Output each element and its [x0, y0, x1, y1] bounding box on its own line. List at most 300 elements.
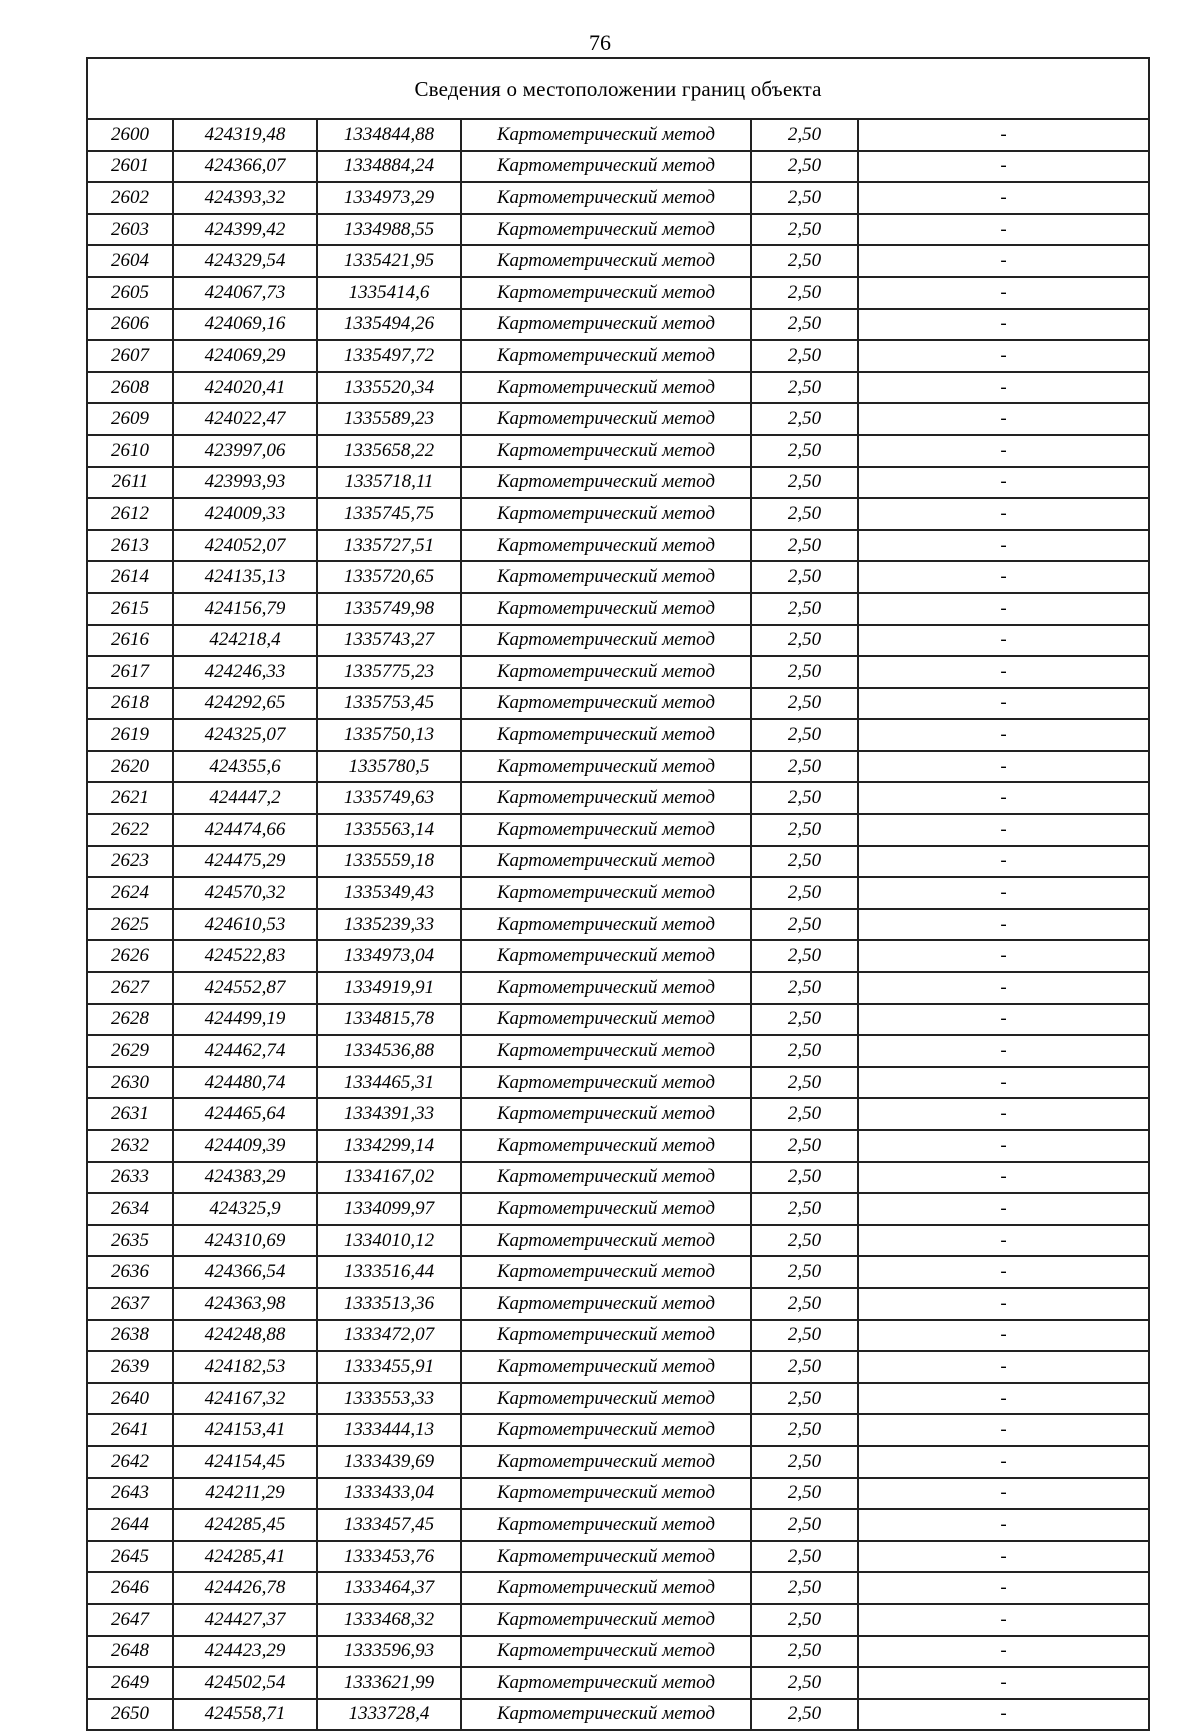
method-cell: Картометрический метод — [461, 1636, 751, 1668]
point-number-cell: 2604 — [87, 245, 173, 277]
y-coordinate-cell: 1333453,76 — [317, 1541, 461, 1573]
accuracy-cell: 2,50 — [751, 656, 858, 688]
method-cell: Картометрический метод — [461, 593, 751, 625]
y-coordinate-cell: 1333464,37 — [317, 1572, 461, 1604]
description-cell: - — [858, 309, 1149, 341]
description-cell: - — [858, 1636, 1149, 1668]
x-coordinate-cell: 423997,06 — [173, 435, 317, 467]
method-cell: Картометрический метод — [461, 1446, 751, 1478]
point-number-cell: 2610 — [87, 435, 173, 467]
accuracy-cell: 2,50 — [751, 688, 858, 720]
method-cell: Картометрический метод — [461, 277, 751, 309]
table-body — [87, 119, 1149, 1730]
description-cell: - — [858, 214, 1149, 246]
table-row — [87, 467, 1149, 499]
point-number-cell: 2641 — [87, 1414, 173, 1446]
x-coordinate-cell: 424156,79 — [173, 593, 317, 625]
accuracy-cell: 2,50 — [751, 151, 858, 183]
table-title-row — [87, 58, 1149, 119]
x-coordinate-cell: 424558,71 — [173, 1699, 317, 1731]
y-coordinate-cell: 1335743,27 — [317, 625, 461, 657]
point-number-cell: 2619 — [87, 719, 173, 751]
accuracy-cell: 2,50 — [751, 1098, 858, 1130]
method-cell: Картометрический метод — [461, 530, 751, 562]
method-cell: Картометрический метод — [461, 877, 751, 909]
point-number-cell: 2603 — [87, 214, 173, 246]
point-number-cell: 2647 — [87, 1604, 173, 1636]
y-coordinate-cell: 1335497,72 — [317, 340, 461, 372]
y-coordinate-cell: 1333439,69 — [317, 1446, 461, 1478]
description-cell: - — [858, 182, 1149, 214]
description-cell: - — [858, 1162, 1149, 1194]
x-coordinate-cell: 424383,29 — [173, 1162, 317, 1194]
description-cell: - — [858, 656, 1149, 688]
table-row — [87, 498, 1149, 530]
description-cell: - — [858, 1351, 1149, 1383]
description-cell: - — [858, 782, 1149, 814]
x-coordinate-cell: 424465,64 — [173, 1098, 317, 1130]
accuracy-cell: 2,50 — [751, 182, 858, 214]
x-coordinate-cell: 424052,07 — [173, 530, 317, 562]
accuracy-cell: 2,50 — [751, 309, 858, 341]
x-coordinate-cell: 424325,9 — [173, 1193, 317, 1225]
table-row — [87, 1509, 1149, 1541]
description-cell: - — [858, 1604, 1149, 1636]
table-row — [87, 1225, 1149, 1257]
y-coordinate-cell: 1335421,95 — [317, 245, 461, 277]
point-number-cell: 2615 — [87, 593, 173, 625]
y-coordinate-cell: 1333433,04 — [317, 1478, 461, 1510]
description-cell: - — [858, 372, 1149, 404]
boundary-coordinates-table — [86, 57, 1150, 1731]
y-coordinate-cell: 1334815,78 — [317, 1004, 461, 1036]
point-number-cell: 2613 — [87, 530, 173, 562]
point-number-cell: 2621 — [87, 782, 173, 814]
table-row — [87, 1667, 1149, 1699]
point-number-cell: 2639 — [87, 1351, 173, 1383]
method-cell: Картометрический метод — [461, 719, 751, 751]
description-cell: - — [858, 846, 1149, 878]
x-coordinate-cell: 424522,83 — [173, 940, 317, 972]
description-cell: - — [858, 751, 1149, 783]
accuracy-cell: 2,50 — [751, 1509, 858, 1541]
y-coordinate-cell: 1335745,75 — [317, 498, 461, 530]
description-cell: - — [858, 435, 1149, 467]
table-row — [87, 1478, 1149, 1510]
x-coordinate-cell: 424427,37 — [173, 1604, 317, 1636]
method-cell: Картометрический метод — [461, 1699, 751, 1731]
point-number-cell: 2623 — [87, 846, 173, 878]
table-row — [87, 1004, 1149, 1036]
accuracy-cell: 2,50 — [751, 1478, 858, 1510]
accuracy-cell: 2,50 — [751, 1130, 858, 1162]
point-number-cell: 2624 — [87, 877, 173, 909]
y-coordinate-cell: 1333621,99 — [317, 1667, 461, 1699]
accuracy-cell: 2,50 — [751, 1414, 858, 1446]
y-coordinate-cell: 1333468,32 — [317, 1604, 461, 1636]
description-cell: - — [858, 1383, 1149, 1415]
y-coordinate-cell: 1335658,22 — [317, 435, 461, 467]
x-coordinate-cell: 424248,88 — [173, 1320, 317, 1352]
x-coordinate-cell: 424462,74 — [173, 1035, 317, 1067]
table-row — [87, 1604, 1149, 1636]
x-coordinate-cell: 424399,42 — [173, 214, 317, 246]
x-coordinate-cell: 424502,54 — [173, 1667, 317, 1699]
accuracy-cell: 2,50 — [751, 1446, 858, 1478]
accuracy-cell: 2,50 — [751, 372, 858, 404]
point-number-cell: 2626 — [87, 940, 173, 972]
method-cell: Картометрический метод — [461, 403, 751, 435]
point-number-cell: 2608 — [87, 372, 173, 404]
accuracy-cell: 2,50 — [751, 846, 858, 878]
method-cell: Картометрический метод — [461, 782, 751, 814]
accuracy-cell: 2,50 — [751, 1541, 858, 1573]
table-row — [87, 1067, 1149, 1099]
point-number-cell: 2614 — [87, 561, 173, 593]
accuracy-cell: 2,50 — [751, 1035, 858, 1067]
accuracy-cell: 2,50 — [751, 625, 858, 657]
y-coordinate-cell: 1335753,45 — [317, 688, 461, 720]
accuracy-cell: 2,50 — [751, 403, 858, 435]
point-number-cell: 2620 — [87, 751, 173, 783]
accuracy-cell: 2,50 — [751, 814, 858, 846]
x-coordinate-cell: 424447,2 — [173, 782, 317, 814]
point-number-cell: 2616 — [87, 625, 173, 657]
boundary-table-container — [86, 57, 1148, 1731]
description-cell: - — [858, 719, 1149, 751]
x-coordinate-cell: 424423,29 — [173, 1636, 317, 1668]
method-cell: Картометрический метод — [461, 1256, 751, 1288]
accuracy-cell: 2,50 — [751, 1067, 858, 1099]
table-row — [87, 151, 1149, 183]
accuracy-cell: 2,50 — [751, 467, 858, 499]
accuracy-cell: 2,50 — [751, 1256, 858, 1288]
method-cell: Картометрический метод — [461, 940, 751, 972]
table-row — [87, 877, 1149, 909]
method-cell: Картометрический метод — [461, 309, 751, 341]
x-coordinate-cell: 424167,32 — [173, 1383, 317, 1415]
table-row — [87, 1162, 1149, 1194]
y-coordinate-cell: 1333513,36 — [317, 1288, 461, 1320]
y-coordinate-cell: 1333455,91 — [317, 1351, 461, 1383]
accuracy-cell: 2,50 — [751, 593, 858, 625]
x-coordinate-cell: 424285,45 — [173, 1509, 317, 1541]
point-number-cell: 2633 — [87, 1162, 173, 1194]
accuracy-cell: 2,50 — [751, 751, 858, 783]
method-cell: Картометрический метод — [461, 182, 751, 214]
x-coordinate-cell: 424409,39 — [173, 1130, 317, 1162]
y-coordinate-cell: 1335727,51 — [317, 530, 461, 562]
description-cell: - — [858, 1478, 1149, 1510]
description-cell: - — [858, 593, 1149, 625]
method-cell: Картометрический метод — [461, 1130, 751, 1162]
description-cell: - — [858, 877, 1149, 909]
description-cell: - — [858, 1509, 1149, 1541]
x-coordinate-cell: 424366,54 — [173, 1256, 317, 1288]
y-coordinate-cell: 1334919,91 — [317, 972, 461, 1004]
description-cell: - — [858, 1414, 1149, 1446]
point-number-cell: 2634 — [87, 1193, 173, 1225]
point-number-cell: 2632 — [87, 1130, 173, 1162]
method-cell: Картометрический метод — [461, 1604, 751, 1636]
point-number-cell: 2618 — [87, 688, 173, 720]
point-number-cell: 2640 — [87, 1383, 173, 1415]
x-coordinate-cell: 424182,53 — [173, 1351, 317, 1383]
x-coordinate-cell: 424366,07 — [173, 151, 317, 183]
y-coordinate-cell: 1333516,44 — [317, 1256, 461, 1288]
accuracy-cell: 2,50 — [751, 972, 858, 1004]
accuracy-cell: 2,50 — [751, 1320, 858, 1352]
point-number-cell: 2648 — [87, 1636, 173, 1668]
description-cell: - — [858, 1067, 1149, 1099]
y-coordinate-cell: 1335750,13 — [317, 719, 461, 751]
description-cell: - — [858, 119, 1149, 151]
table-row — [87, 1130, 1149, 1162]
y-coordinate-cell: 1335239,33 — [317, 909, 461, 941]
table-row — [87, 530, 1149, 562]
description-cell: - — [858, 1541, 1149, 1573]
table-row — [87, 1572, 1149, 1604]
table-row — [87, 1541, 1149, 1573]
x-coordinate-cell: 424069,16 — [173, 309, 317, 341]
point-number-cell: 2622 — [87, 814, 173, 846]
table-row — [87, 1699, 1149, 1731]
table-row — [87, 940, 1149, 972]
method-cell: Картометрический метод — [461, 340, 751, 372]
table-row — [87, 814, 1149, 846]
point-number-cell: 2617 — [87, 656, 173, 688]
accuracy-cell: 2,50 — [751, 1667, 858, 1699]
description-cell: - — [858, 530, 1149, 562]
y-coordinate-cell: 1333596,93 — [317, 1636, 461, 1668]
x-coordinate-cell: 424067,73 — [173, 277, 317, 309]
point-number-cell: 2638 — [87, 1320, 173, 1352]
table-row — [87, 593, 1149, 625]
point-number-cell: 2606 — [87, 309, 173, 341]
y-coordinate-cell: 1334973,29 — [317, 182, 461, 214]
y-coordinate-cell: 1334167,02 — [317, 1162, 461, 1194]
table-title: Сведения о местоположении границ объекта — [87, 58, 1149, 119]
method-cell: Картометрический метод — [461, 1004, 751, 1036]
accuracy-cell: 2,50 — [751, 1193, 858, 1225]
accuracy-cell: 2,50 — [751, 1351, 858, 1383]
method-cell: Картометрический метод — [461, 1541, 751, 1573]
description-cell: - — [858, 151, 1149, 183]
description-cell: - — [858, 1004, 1149, 1036]
x-coordinate-cell: 424480,74 — [173, 1067, 317, 1099]
point-number-cell: 2631 — [87, 1098, 173, 1130]
y-coordinate-cell: 1334465,31 — [317, 1067, 461, 1099]
x-coordinate-cell: 424154,45 — [173, 1446, 317, 1478]
y-coordinate-cell: 1334099,97 — [317, 1193, 461, 1225]
x-coordinate-cell: 424069,29 — [173, 340, 317, 372]
method-cell: Картометрический метод — [461, 814, 751, 846]
accuracy-cell: 2,50 — [751, 1604, 858, 1636]
accuracy-cell: 2,50 — [751, 530, 858, 562]
accuracy-cell: 2,50 — [751, 1004, 858, 1036]
description-cell: - — [858, 940, 1149, 972]
table-row — [87, 1098, 1149, 1130]
point-number-cell: 2625 — [87, 909, 173, 941]
method-cell: Картометрический метод — [461, 846, 751, 878]
description-cell: - — [858, 340, 1149, 372]
description-cell: - — [858, 1193, 1149, 1225]
table-row — [87, 277, 1149, 309]
method-cell: Картометрический метод — [461, 1509, 751, 1541]
y-coordinate-cell: 1333472,07 — [317, 1320, 461, 1352]
x-coordinate-cell: 424135,13 — [173, 561, 317, 593]
table-row — [87, 372, 1149, 404]
y-coordinate-cell: 1334299,14 — [317, 1130, 461, 1162]
point-number-cell: 2611 — [87, 467, 173, 499]
accuracy-cell: 2,50 — [751, 1383, 858, 1415]
table-row — [87, 1288, 1149, 1320]
table-row — [87, 909, 1149, 941]
method-cell: Картометрический метод — [461, 467, 751, 499]
y-coordinate-cell: 1335563,14 — [317, 814, 461, 846]
table-row — [87, 1636, 1149, 1668]
table-row — [87, 782, 1149, 814]
y-coordinate-cell: 1335718,11 — [317, 467, 461, 499]
table-row — [87, 1193, 1149, 1225]
y-coordinate-cell: 1335780,5 — [317, 751, 461, 783]
accuracy-cell: 2,50 — [751, 277, 858, 309]
x-coordinate-cell: 424393,32 — [173, 182, 317, 214]
accuracy-cell: 2,50 — [751, 1572, 858, 1604]
x-coordinate-cell: 424499,19 — [173, 1004, 317, 1036]
table-row — [87, 656, 1149, 688]
method-cell: Картометрический метод — [461, 1478, 751, 1510]
y-coordinate-cell: 1333444,13 — [317, 1414, 461, 1446]
description-cell: - — [858, 277, 1149, 309]
y-coordinate-cell: 1334988,55 — [317, 214, 461, 246]
method-cell: Картометрический метод — [461, 1572, 751, 1604]
y-coordinate-cell: 1334391,33 — [317, 1098, 461, 1130]
table-row — [87, 846, 1149, 878]
method-cell: Картометрический метод — [461, 1067, 751, 1099]
page-number: 76 — [589, 30, 611, 55]
method-cell: Картометрический метод — [461, 1162, 751, 1194]
point-number-cell: 2612 — [87, 498, 173, 530]
y-coordinate-cell: 1335775,23 — [317, 656, 461, 688]
description-cell: - — [858, 498, 1149, 530]
accuracy-cell: 2,50 — [751, 909, 858, 941]
accuracy-cell: 2,50 — [751, 119, 858, 151]
table-row — [87, 182, 1149, 214]
point-number-cell: 2629 — [87, 1035, 173, 1067]
x-coordinate-cell: 424319,48 — [173, 119, 317, 151]
y-coordinate-cell: 1335494,26 — [317, 309, 461, 341]
x-coordinate-cell: 424426,78 — [173, 1572, 317, 1604]
point-number-cell: 2627 — [87, 972, 173, 1004]
method-cell: Картометрический метод — [461, 151, 751, 183]
accuracy-cell: 2,50 — [751, 498, 858, 530]
description-cell: - — [858, 245, 1149, 277]
method-cell: Картометрический метод — [461, 245, 751, 277]
table-row — [87, 1383, 1149, 1415]
method-cell: Картометрический метод — [461, 1193, 751, 1225]
method-cell: Картометрический метод — [461, 372, 751, 404]
method-cell: Картометрический метод — [461, 1320, 751, 1352]
description-cell: - — [858, 1098, 1149, 1130]
point-number-cell: 2605 — [87, 277, 173, 309]
description-cell: - — [858, 467, 1149, 499]
description-cell: - — [858, 1256, 1149, 1288]
method-cell: Картометрический метод — [461, 561, 751, 593]
method-cell: Картометрический метод — [461, 909, 751, 941]
table-row — [87, 719, 1149, 751]
x-coordinate-cell: 424285,41 — [173, 1541, 317, 1573]
table-row — [87, 751, 1149, 783]
accuracy-cell: 2,50 — [751, 940, 858, 972]
table-row — [87, 1320, 1149, 1352]
x-coordinate-cell: 424009,33 — [173, 498, 317, 530]
method-cell: Картометрический метод — [461, 972, 751, 1004]
x-coordinate-cell: 424246,33 — [173, 656, 317, 688]
table-row — [87, 688, 1149, 720]
accuracy-cell: 2,50 — [751, 1225, 858, 1257]
method-cell: Картометрический метод — [461, 1225, 751, 1257]
point-number-cell: 2650 — [87, 1699, 173, 1731]
accuracy-cell: 2,50 — [751, 214, 858, 246]
x-coordinate-cell: 424218,4 — [173, 625, 317, 657]
y-coordinate-cell: 1335349,43 — [317, 877, 461, 909]
x-coordinate-cell: 424570,32 — [173, 877, 317, 909]
point-number-cell: 2600 — [87, 119, 173, 151]
y-coordinate-cell: 1334010,12 — [317, 1225, 461, 1257]
method-cell: Картометрический метод — [461, 1414, 751, 1446]
accuracy-cell: 2,50 — [751, 1699, 858, 1731]
method-cell: Картометрический метод — [461, 498, 751, 530]
y-coordinate-cell: 1335414,6 — [317, 277, 461, 309]
description-cell: - — [858, 1225, 1149, 1257]
table-row — [87, 245, 1149, 277]
x-coordinate-cell: 424610,53 — [173, 909, 317, 941]
x-coordinate-cell: 424355,6 — [173, 751, 317, 783]
point-number-cell: 2637 — [87, 1288, 173, 1320]
y-coordinate-cell: 1333728,4 — [317, 1699, 461, 1731]
description-cell: - — [858, 403, 1149, 435]
table-row — [87, 309, 1149, 341]
point-number-cell: 2636 — [87, 1256, 173, 1288]
description-cell: - — [858, 561, 1149, 593]
table-row — [87, 1256, 1149, 1288]
x-coordinate-cell: 424329,54 — [173, 245, 317, 277]
description-cell: - — [858, 972, 1149, 1004]
table-row — [87, 1351, 1149, 1383]
point-number-cell: 2635 — [87, 1225, 173, 1257]
description-cell: - — [858, 1667, 1149, 1699]
x-coordinate-cell: 424022,47 — [173, 403, 317, 435]
description-cell: - — [858, 1035, 1149, 1067]
y-coordinate-cell: 1335720,65 — [317, 561, 461, 593]
y-coordinate-cell: 1334844,88 — [317, 119, 461, 151]
description-cell: - — [858, 1320, 1149, 1352]
table-row — [87, 1414, 1149, 1446]
table-row — [87, 403, 1149, 435]
description-cell: - — [858, 688, 1149, 720]
description-cell: - — [858, 1572, 1149, 1604]
method-cell: Картометрический метод — [461, 1383, 751, 1415]
y-coordinate-cell: 1334884,24 — [317, 151, 461, 183]
accuracy-cell: 2,50 — [751, 245, 858, 277]
method-cell: Картометрический метод — [461, 1098, 751, 1130]
point-number-cell: 2609 — [87, 403, 173, 435]
table-row — [87, 214, 1149, 246]
point-number-cell: 2646 — [87, 1572, 173, 1604]
accuracy-cell: 2,50 — [751, 1288, 858, 1320]
method-cell: Картометрический метод — [461, 1288, 751, 1320]
